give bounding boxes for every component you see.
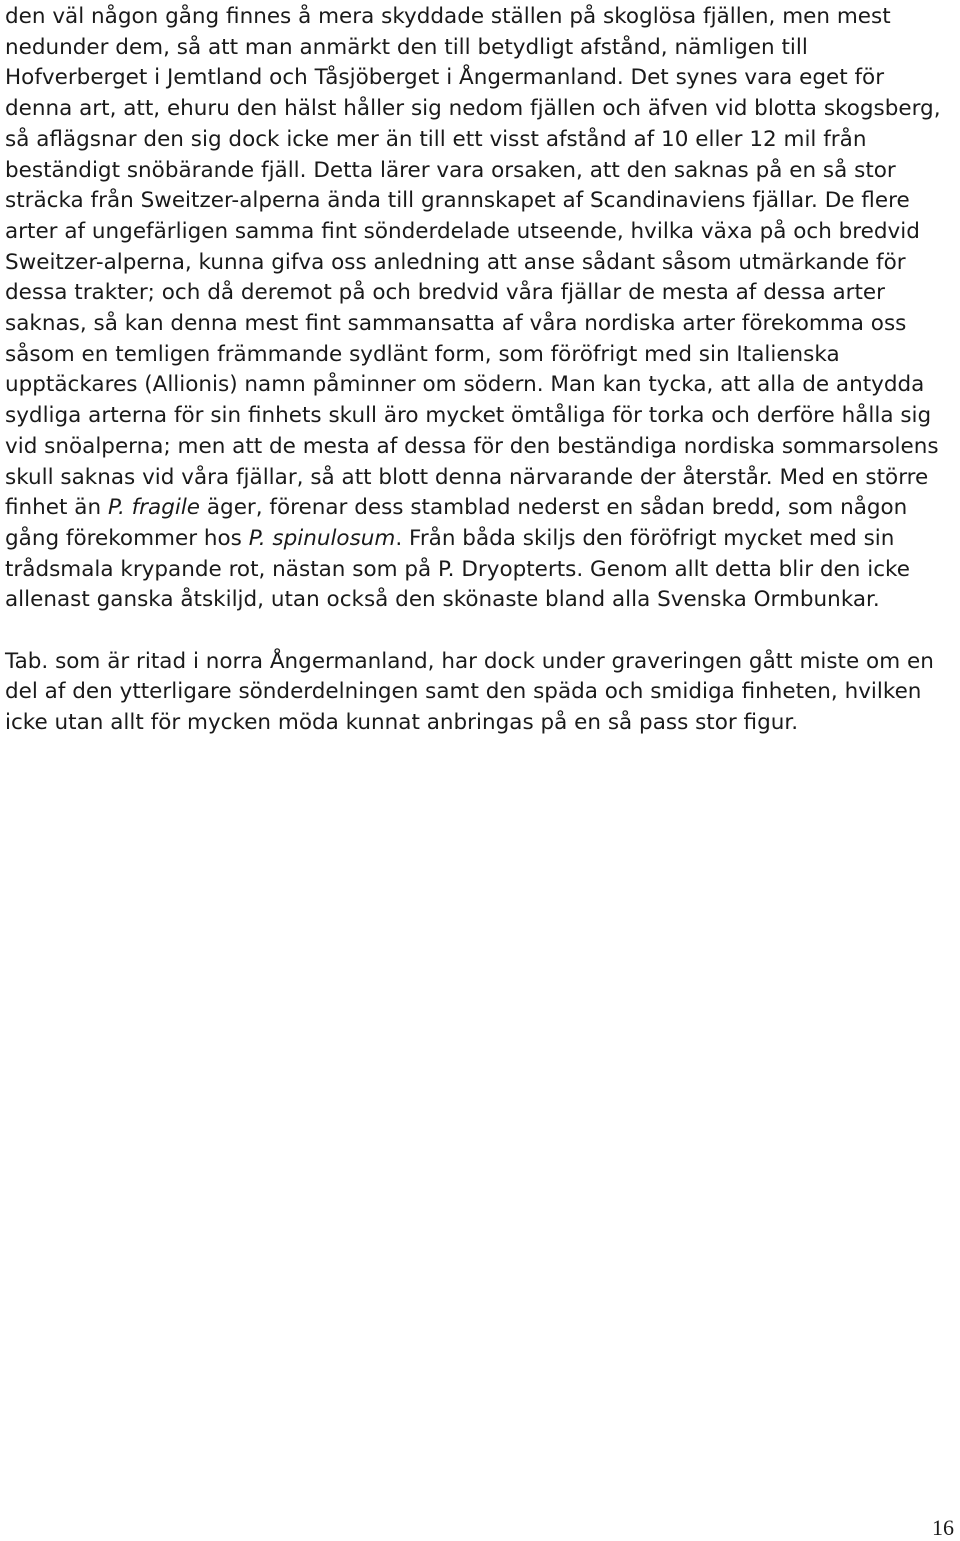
species-name-spinulosum: P. spinulosum [248, 525, 396, 551]
paragraph-1-part-1: den väl någon gång finnes å mera skyddade ställen på skoglösa fjällen, men mest nedunder dem, så att man anmärkt den till betydligt afstånd, nämligen till Hofverberget i Jemtland och Tåsjöberget i Ångermanland. Det synes vara eget för denna art, att, ehuru den hälst håller sig nedom fjällen och äfven vid blotta skogsberg, så aflägsnar den sig dock icke mer än till ett visst afstånd af 10 eller 12 mil från beständigt snöbärande fjäll. Detta lärer vara orsaken, att den saknas på en så stor sträcka från Sweitzer-alperna ända till grannskapet af Scandinaviens fjällar. De flere arter af ungefärligen samma fint sönderdelade utseende, hvilka växa på och bredvid Sweitzer-alperna, kunna gifva oss anledning att anse sådant såsom utmärkande för dessa trakter; och då deremot på och bredvid våra fjällar de mesta af dessa arter saknas, så kan denna mest fint sammansatta af våra nordiska arter förekomma oss såsom en temligen främmande sydlänt form, som föröfrigt med sin Italienska upptäckares (Allionis) namn påminner om södern. Man kan tycka, att alla de antydda sydliga arterna för sin finhets skull äro mycket ömtåliga för torka och derföre hålla sig vid snöalperna; men att de mesta af dessa för den beständiga nordiska sommarsolens skull saknas vid våra fjällar, så att blott denna närvarande der återstår. Med en större finhet än [5, 4, 941, 521]
body-text [5, 2, 955, 739]
paragraph-1-part-3: . Från båda skiljs den föröfrigt mycket med sin trådsmala krypande rot, nästan som på P. Dryopterts. Genom allt detta blir den icke allenast ganska åtskiljd, utan också den skönaste bland alla Svenska Ormbunkar. [5, 525, 910, 613]
page-number: 16 [932, 1515, 954, 1540]
species-name-fragile: P. fragile [107, 495, 201, 521]
paragraph-spacer [5, 616, 955, 647]
paragraph-1 [5, 2, 955, 616]
paragraph-2: Tab. som är ritad i norra Ångermanland, har dock under graveringen gått miste om en del af den ytterligare sönderdelningen samt den späda och smidiga finheten, hvilken icke utan allt för mycken möda kunnat anbringas på en så pass stor figur. [5, 648, 934, 736]
paragraph-1-part-2: äger, förenar dess stamblad nederst en sådan bredd, som någon gång förekommer hos [5, 495, 908, 551]
